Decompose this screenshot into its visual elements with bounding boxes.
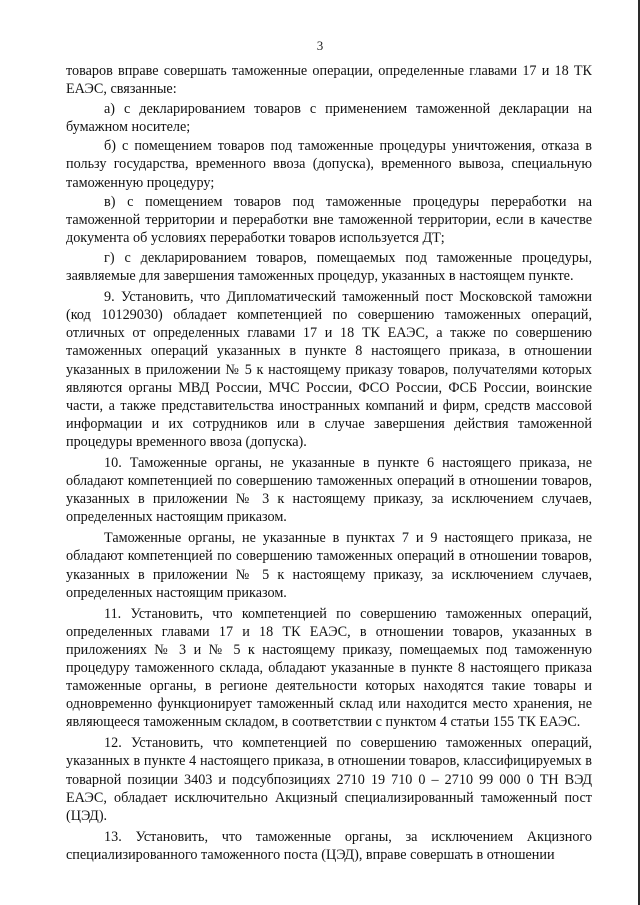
page-number: 3 [316,38,324,53]
clause-10: 10. Таможенные органы, не указанные в пункте 6 настоящего приказа, не обладают компетенцией по совершению таможенных операций в отношении товаров, указанных в приложении № 3 к настоящему приказу, за исключением случаев, определенных настоящим приказом. [66,454,592,526]
subitem-v: в) с помещением товаров под таможенные процедуры переработки на таможенной территории и переработки вне таможенной территории, если в качестве документа об условиях переработки товаров используется ДТ; [66,194,592,247]
clause-9: 9. Установить, что Дипломатический таможенный пост Московской таможни (код 10129030) обладает компетенцией по совершению таможенных операций, отличных от определенных главами 17 и 18 ТК ЕАЭС, а также по совершению таможенных операций указанных в пункте 8 настоящего приказа, в отношении указанных в приложении № 5 к настоящему приказу товаров, получателями которых являются органы МВД России, МЧС России, ФСО России, ФСБ России, воинские части, а также представительства иностранных компаний и фирм, средств массовой информации и их сотрудников или в случае завершения действия таможенной процедуры временного ввоза (допуска). [66,289,592,450]
clause-11: 11. Установить, что компетенцией по совершению таможенных операций, определенных главами 17 и 18 ТК ЕАЭС, в отношении товаров, указанных в приложениях № 3 и № 5 к настоящему приказу, помещаемых под таможенную процедуру таможенного склада, обладают указанные в пункте 8 настоящего приказа таможенные органы, в регионе деятельности которых находятся такие товары и одновременно функционирует таможенный склад или находится место хранения, не являющееся таможенным складом, в соответствии с пунктом 4 статьи 155 ТК ЕАЭС. [66,605,592,731]
clause-10-second-paragraph: Таможенные органы, не указанные в пунктах 7 и 9 настоящего приказа, не обладают компетенцией по совершению таможенных операций в отношении товаров, указанных в приложении № 5 к настоящему приказу, за исключением случаев, определенных настоящим приказом. [66,530,592,601]
subitem-g: г) с декларированием товаров, помещаемых под таможенные процедуры, заявляемые для завершения таможенных процедур, указанных в настоящем пункте. [66,249,592,285]
clause-12: 12. Установить, что компетенцией по совершению таможенных операций, указанных в пункте 4 настоящего приказа, в отношении товаров, классифицируемых в товарной позиции 3403 и подсубпозициях 2710 19 710 0 – 2710 99 000 0 ТН ВЭД ЕАЭС, обладает исключительно Акцизный специализированный таможенный пост (ЦЭД). [66,735,592,824]
document-body [66,62,592,866]
subitem-b: б) с помещением товаров под таможенные процедуры уничтожения, отказа в пользу государства, временного ввоза (допуска), временного вывоза, специальную таможенную процедуру; [66,138,592,191]
paragraph-continuation: товаров вправе совершать таможенные операции, определенные главами 17 и 18 ТК ЕАЭС, связанные: [66,63,592,98]
subitem-a: а) с декларированием товаров с применением таможенной декларации на бумажном носителе; [66,100,592,135]
clause-13: 13. Установить, что таможенные органы, за исключением Акцизного специализированного таможенного поста (ЦЭД), вправе совершать в отношении [66,828,592,863]
